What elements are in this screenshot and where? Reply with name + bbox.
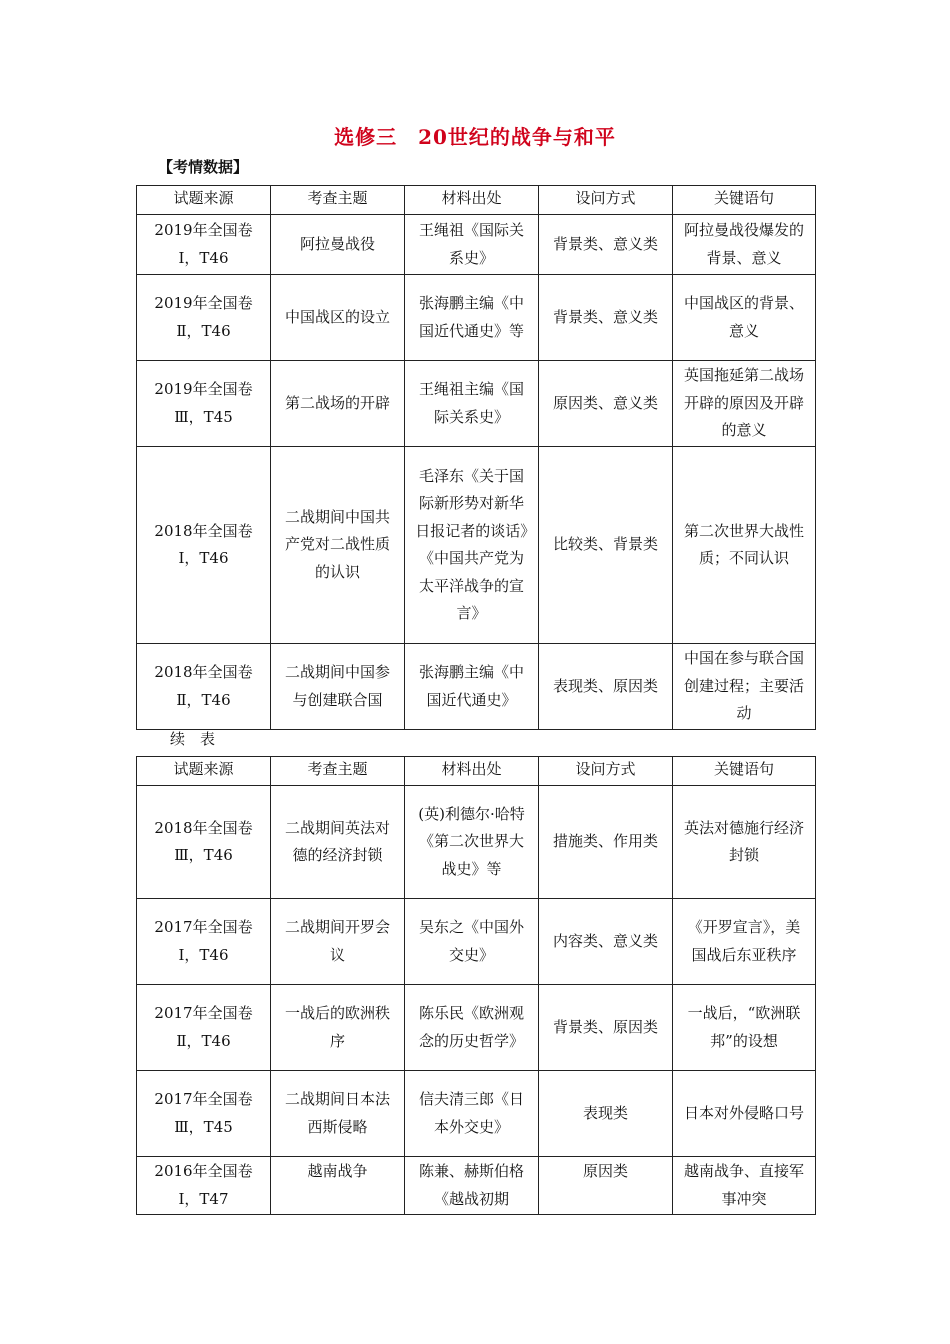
table-header-row: [137, 757, 816, 786]
cell-topic: 二战期间英法对德的经济封锁: [271, 786, 405, 899]
cell-source: 2019年全国卷Ⅱ，T46: [137, 275, 271, 361]
header-topic: 考查主题: [271, 186, 405, 215]
exam-data-table-continued: [136, 756, 816, 1215]
cell-source: 2019年全国卷Ⅲ，T45: [137, 361, 271, 447]
table-row: [137, 447, 816, 644]
cell-source: 2018年全国卷Ⅲ，T46: [137, 786, 271, 899]
header-question-type: 设问方式: [539, 186, 673, 215]
cell-material: 陈兼、赫斯伯格《越战初期: [405, 1157, 539, 1215]
cell-source: 2018年全国卷Ⅰ，T46: [137, 447, 271, 644]
cell-topic: 二战期间中国参与创建联合国: [271, 644, 405, 730]
cell-source: 2019年全国卷Ⅰ，T46: [137, 215, 271, 275]
cell-source: 2016年全国卷Ⅰ，T47: [137, 1157, 271, 1215]
cell-topic: 一战后的欧洲秩序: [271, 985, 405, 1071]
header-source: 试题来源: [137, 757, 271, 786]
cell-question-type: 背景类、意义类: [539, 275, 673, 361]
cell-key-phrase: 第二次世界大战性质；不同认识: [673, 447, 816, 644]
header-material: 材料出处: [405, 757, 539, 786]
cell-source: 2017年全国卷Ⅲ，T45: [137, 1071, 271, 1157]
cell-material: 王绳祖《国际关系史》: [405, 215, 539, 275]
cell-question-type: 原因类: [539, 1157, 673, 1215]
page-title: 选修三 20世纪的战争与和平: [334, 125, 616, 149]
table-row: [137, 275, 816, 361]
cell-material: 张海鹏主编《中国近代通史》等: [405, 275, 539, 361]
cell-question-type: 措施类、作用类: [539, 786, 673, 899]
cell-topic: 二战期间中国共产党对二战性质的认识: [271, 447, 405, 644]
exam-data-table: [136, 185, 816, 730]
table-row: [137, 985, 816, 1071]
table-row: [137, 899, 816, 985]
cell-question-type: 表现类、原因类: [539, 644, 673, 730]
section-label: 【考情数据】: [158, 158, 249, 176]
cell-material: 陈乐民《欧洲观念的历史哲学》: [405, 985, 539, 1071]
table-row: [137, 786, 816, 899]
cell-key-phrase: 中国在参与联合国创建过程；主要活动: [673, 644, 816, 730]
cell-key-phrase: 越南战争、直接军事冲突: [673, 1157, 816, 1215]
cell-question-type: 内容类、意义类: [539, 899, 673, 985]
cell-material: (英)利德尔·哈特《第二次世界大战史》等: [405, 786, 539, 899]
cell-question-type: 表现类: [539, 1071, 673, 1157]
cell-source: 2017年全国卷Ⅱ，T46: [137, 985, 271, 1071]
cell-key-phrase: 英法对德施行经济封锁: [673, 786, 816, 899]
cell-key-phrase: 一战后，“欧洲联邦”的设想: [673, 985, 816, 1071]
cell-topic: 第二战场的开辟: [271, 361, 405, 447]
cell-question-type: 背景类、原因类: [539, 985, 673, 1071]
cell-material: 王绳祖主编《国际关系史》: [405, 361, 539, 447]
table-row: [137, 644, 816, 730]
cell-key-phrase: 《开罗宣言》，美国战后东亚秩序: [673, 899, 816, 985]
header-source: 试题来源: [137, 186, 271, 215]
cell-material: 信夫清三郎《日本外交史》: [405, 1071, 539, 1157]
cell-source: 2018年全国卷Ⅱ，T46: [137, 644, 271, 730]
cell-question-type: 背景类、意义类: [539, 215, 673, 275]
header-material: 材料出处: [405, 186, 539, 215]
cell-topic: 越南战争: [271, 1157, 405, 1215]
table-row: [137, 361, 816, 447]
cell-topic: 中国战区的设立: [271, 275, 405, 361]
table-header-row: [137, 186, 816, 215]
cell-question-type: 原因类、意义类: [539, 361, 673, 447]
cell-key-phrase: 日本对外侵略口号: [673, 1071, 816, 1157]
cell-material: 毛泽东《关于国际新形势对新华日报记者的谈话》《中国共产党为太平洋战争的宣言》: [405, 447, 539, 644]
cell-topic: 阿拉曼战役: [271, 215, 405, 275]
cell-topic: 二战期间日本法西斯侵略: [271, 1071, 405, 1157]
header-key-phrase: 关键语句: [673, 186, 816, 215]
cell-question-type: 比较类、背景类: [539, 447, 673, 644]
cell-key-phrase: 英国拖延第二战场开辟的原因及开辟的意义: [673, 361, 816, 447]
cell-key-phrase: 中国战区的背景、意义: [673, 275, 816, 361]
header-question-type: 设问方式: [539, 757, 673, 786]
cell-key-phrase: 阿拉曼战役爆发的背景、意义: [673, 215, 816, 275]
cell-material: 吴东之《中国外交史》: [405, 899, 539, 985]
continued-table-label: 续 表: [170, 730, 216, 748]
table-row: [137, 1157, 816, 1215]
header-topic: 考查主题: [271, 757, 405, 786]
table-row: [137, 215, 816, 275]
cell-material: 张海鹏主编《中国近代通史》: [405, 644, 539, 730]
cell-topic: 二战期间开罗会议: [271, 899, 405, 985]
cell-source: 2017年全国卷Ⅰ，T46: [137, 899, 271, 985]
table-row: [137, 1071, 816, 1157]
header-key-phrase: 关键语句: [673, 757, 816, 786]
